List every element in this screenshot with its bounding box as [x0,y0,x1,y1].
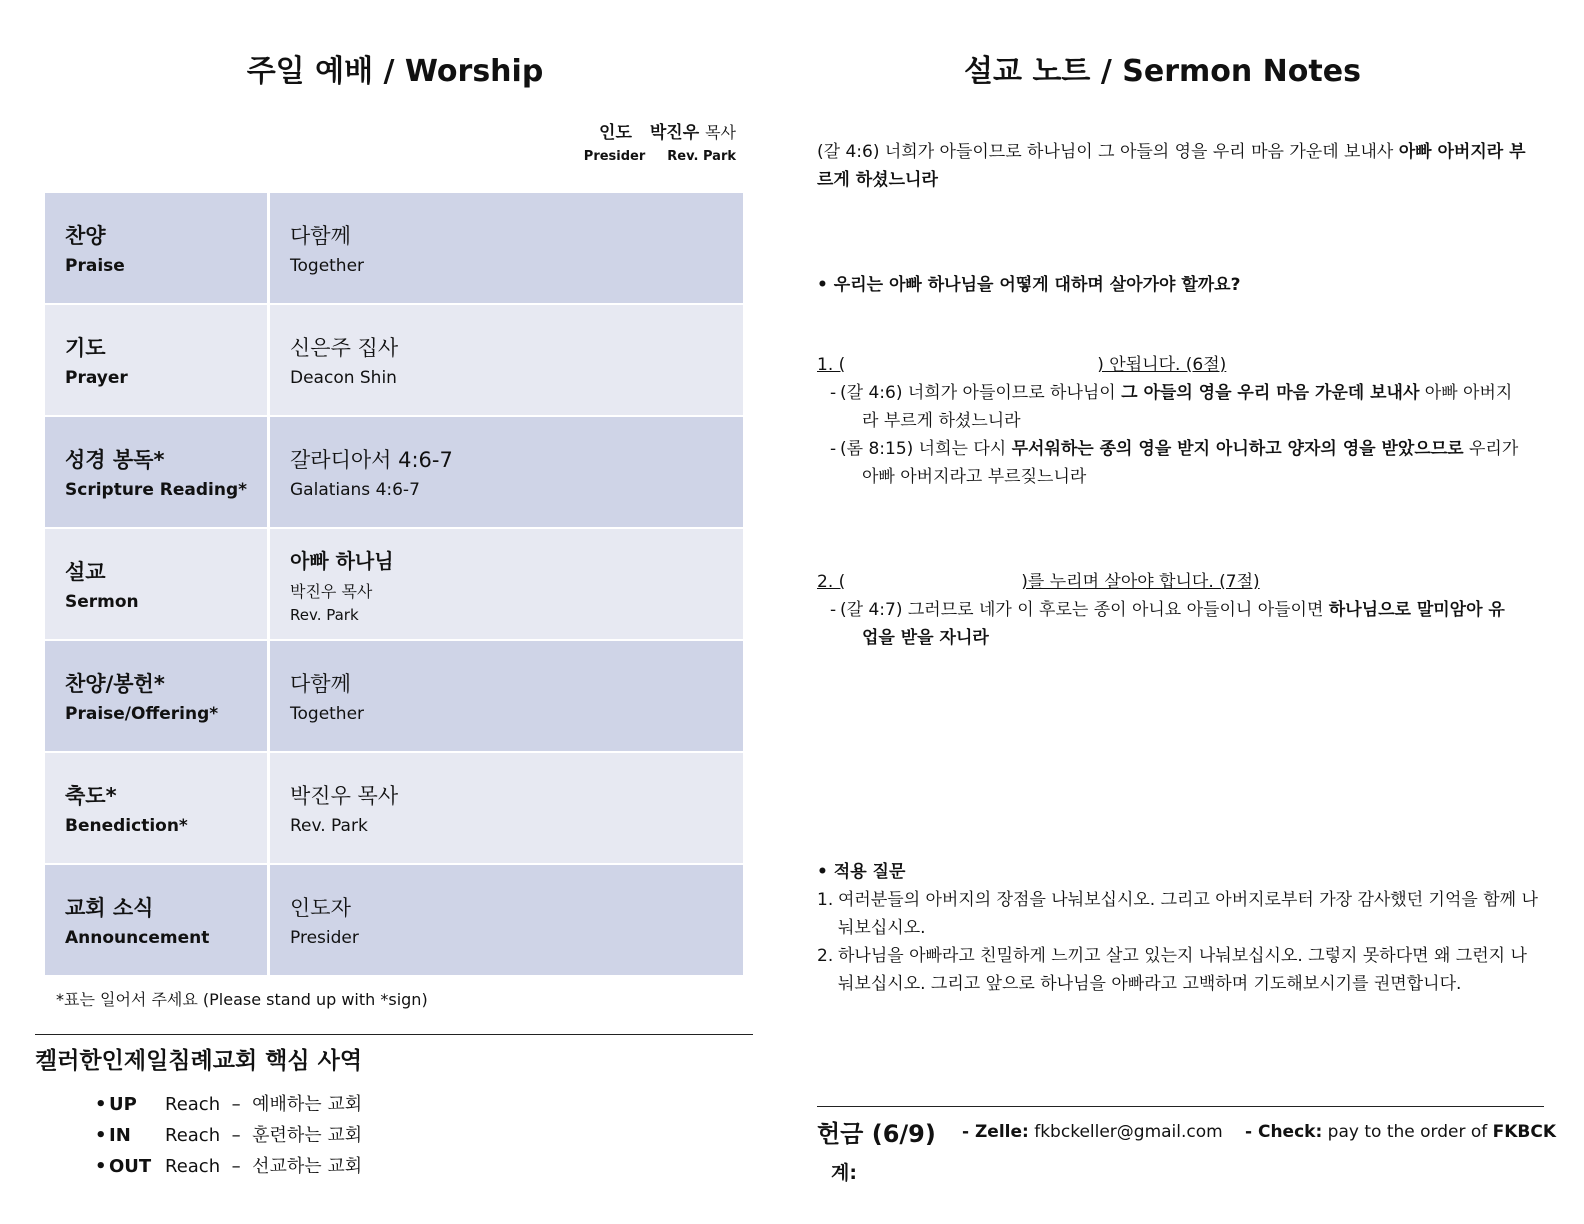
presider-info [584,118,736,164]
leader-kr: 신은주 집사 [290,336,399,360]
ministry-desc: 예배하는 교회 [252,1094,363,1115]
order-item [45,864,269,975]
presider-name-en: Rev. Park [667,149,736,164]
zelle-info [962,1122,1223,1142]
item-text: 하나님을 아빠라고 친밀하게 느끼고 살고 있는지 나눠보십시오. 그렇지 못하다면 왜 그런지 나눠보십시오. 그리고 앞으로 하나님을 아빠라고 고백하며 기도해보시기를 권면합니다. [838,946,1527,994]
leader-kr: 박진우 목사 [290,784,399,808]
sub-ref: (갈 4:6) [840,383,903,403]
order-row-scripture [45,416,743,528]
ministry-title: 켈러한인제일침례교회 핵심 사역 [35,1048,363,1074]
sub-dash: - [830,383,837,403]
ministry-dash: – [231,1094,241,1115]
check-info [1245,1122,1556,1142]
order-leader [269,752,744,864]
application-questions [817,858,1539,998]
verse-bold: 아빠 아버지라 부르게 하셨느니라 [817,142,1526,190]
application-item-2 [817,942,1539,998]
presider-name-kr: 박진우 [649,123,700,143]
bullet: • [817,862,828,882]
sub-dash: - [830,600,837,620]
item-name-kr: 기도 [65,336,106,360]
bullet: • [95,1156,107,1177]
application-title: 적용 질문 [833,862,906,882]
point-1-heading [817,351,1539,379]
point-2-sub [817,596,1539,624]
sub-text-a: 그러므로 네가 이 후로는 종이 아니요 아들이니 아들이면 [902,600,1329,620]
divider-line [817,1106,1544,1107]
point-1-sub-1-cont: 라 부르게 하셨느니라 [862,411,1021,431]
preacher-en: Rev. Park [290,605,359,624]
leader-en: Deacon Shin [290,368,397,388]
bullet: • [95,1094,107,1115]
order-leader [269,416,744,528]
order-item [45,193,269,304]
offering-title: 헌금 (6/9) [817,1120,936,1148]
ministry-dash: – [231,1125,241,1146]
sermon-notes-title: 설교 노트 / Sermon Notes [964,54,1361,89]
item-name-en: Praise/Offering* [65,704,219,724]
ministry-desc: 훈련하는 교회 [252,1125,363,1146]
sermon-title: 아빠 하나님 [290,548,394,573]
worship-title: 주일 예배 / Worship [246,54,544,89]
ministry-reach: Reach [165,1094,221,1115]
verse-ref: (갈 4:6) [817,142,880,162]
ministry-item-out [95,1152,362,1183]
ministry-tag: IN [109,1125,131,1146]
point-1-sub-2 [817,435,1539,463]
leader-en: Together [290,256,365,276]
item-name-en: Praise [65,256,125,276]
presider-label-kr: 인도 [599,123,632,143]
application-heading [817,858,1539,886]
sub-text-b: 아빠 아버지 [1419,383,1513,403]
order-leader [269,193,744,304]
sub-dash: - [830,439,837,459]
item-number: 1. [817,890,834,910]
ministry-desc: 선교하는 교회 [252,1156,363,1177]
sub-bold: 무서워하는 종의 영을 받지 아니하고 양자의 영을 받았으므로 [1011,439,1464,459]
stand-note: *표는 일어서 주세요 (Please stand up with *sign) [56,990,428,1009]
order-item [45,752,269,864]
offering-section [817,1114,1557,1149]
point-close: ) 안됩니다. (6절) [1097,355,1227,375]
point-1-sub-2-cont: 아빠 아버지라고 부르짖느니라 [862,467,1087,487]
item-name-kr: 교회 소식 [65,896,154,920]
ministry-tag: UP [109,1094,137,1115]
point-2-sub-cont: 업을 받을 자니라 [862,628,989,648]
leader-en: Together [290,704,365,724]
order-row-announcement [45,864,743,975]
item-name-kr: 축도* [65,784,117,808]
sub-bold: 하나님으로 말미암아 유 [1328,600,1505,620]
scripture-en: Galatians 4:6-7 [290,480,420,500]
verse-text: 너희가 아들이므로 하나님이 그 아들의 영을 우리 마음 가운데 보내사 [879,142,1399,162]
question-text: 우리는 아빠 하나님을 어떻게 대하며 살아가야 할까요? [833,275,1241,295]
order-row-prayer [45,304,743,416]
leader-kr: 다함께 [290,672,351,696]
item-name-kr: 찬양/봉헌* [65,672,165,696]
order-item [45,528,269,640]
sub-ref: (갈 4:7) [840,600,903,620]
ministry-reach: Reach [165,1125,221,1146]
item-name-kr: 설교 [65,560,106,584]
divider-line [35,1034,753,1035]
order-leader [269,528,744,640]
item-text: 여러분들의 아버지의 장점을 나눠보십시오. 그리고 아버지로부터 가장 감사했던 기억을 함께 나눠보십시오. [838,890,1538,938]
zelle-email: fkbckeller@gmail.com [1028,1122,1223,1142]
point-1 [817,351,1539,491]
application-item-1 [817,886,1539,942]
check-payee: FKBCK [1492,1122,1557,1142]
order-row-praise [45,193,743,304]
point-2 [817,568,1539,652]
order-leader [269,640,744,752]
sub-ref: (롬 8:15) [840,439,914,459]
point-close: )를 누리며 살아야 합니다. (7절) [1021,572,1260,592]
ministry-item-up [95,1090,362,1121]
scripture-kr: 갈라디아서 4:6-7 [290,448,453,472]
order-leader [269,864,744,975]
ministry-item-in [95,1121,362,1152]
zelle-label: - Zelle: [962,1122,1029,1142]
order-item [45,640,269,752]
worship-order-table [45,193,743,975]
offering-total-label: 계: [831,1162,857,1184]
item-name-en: Prayer [65,368,128,388]
order-row-benediction [45,752,743,864]
sub-text-b: 우리가 [1463,439,1519,459]
order-item [45,416,269,528]
check-label: - Check: [1245,1122,1323,1142]
key-verse [817,138,1537,194]
main-question [817,271,1240,299]
ministry-reach: Reach [165,1156,221,1177]
item-name-en: Sermon [65,592,139,612]
item-name-kr: 성경 봉독* [65,448,165,472]
sub-bold: 그 아들의 영을 우리 마음 가운데 보내사 [1121,383,1420,403]
ministry-dash: – [231,1156,241,1177]
bullet: • [817,275,828,295]
point-number: 1. ( [817,355,846,375]
point-number: 2. ( [817,572,846,592]
point-2-heading [817,568,1539,596]
point-1-sub-1 [817,379,1539,407]
presider-label-en: Presider [583,149,646,164]
item-name-kr: 찬양 [65,224,106,248]
preacher-kr: 박진우 목사 [290,581,373,601]
leader-kr: 인도자 [290,896,351,920]
item-number: 2. [817,946,834,966]
bullet: • [95,1125,107,1146]
ministry-list [95,1090,362,1183]
leader-en: Presider [290,928,359,948]
sub-text-a: 너희가 아들이므로 하나님이 [902,383,1122,403]
presider-role-kr: 목사 [705,123,736,142]
order-leader [269,304,744,416]
check-text: pay to the order of [1322,1122,1493,1142]
leader-en: Rev. Park [290,816,368,836]
ministry-tag: OUT [109,1156,152,1177]
order-row-offering [45,640,743,752]
order-row-sermon [45,528,743,640]
item-name-en: Scripture Reading* [65,480,248,500]
leader-kr: 다함께 [290,224,351,248]
item-name-en: Benediction* [65,816,188,836]
order-item [45,304,269,416]
item-name-en: Announcement [65,928,210,948]
sub-text-a: 너희는 다시 [913,439,1012,459]
